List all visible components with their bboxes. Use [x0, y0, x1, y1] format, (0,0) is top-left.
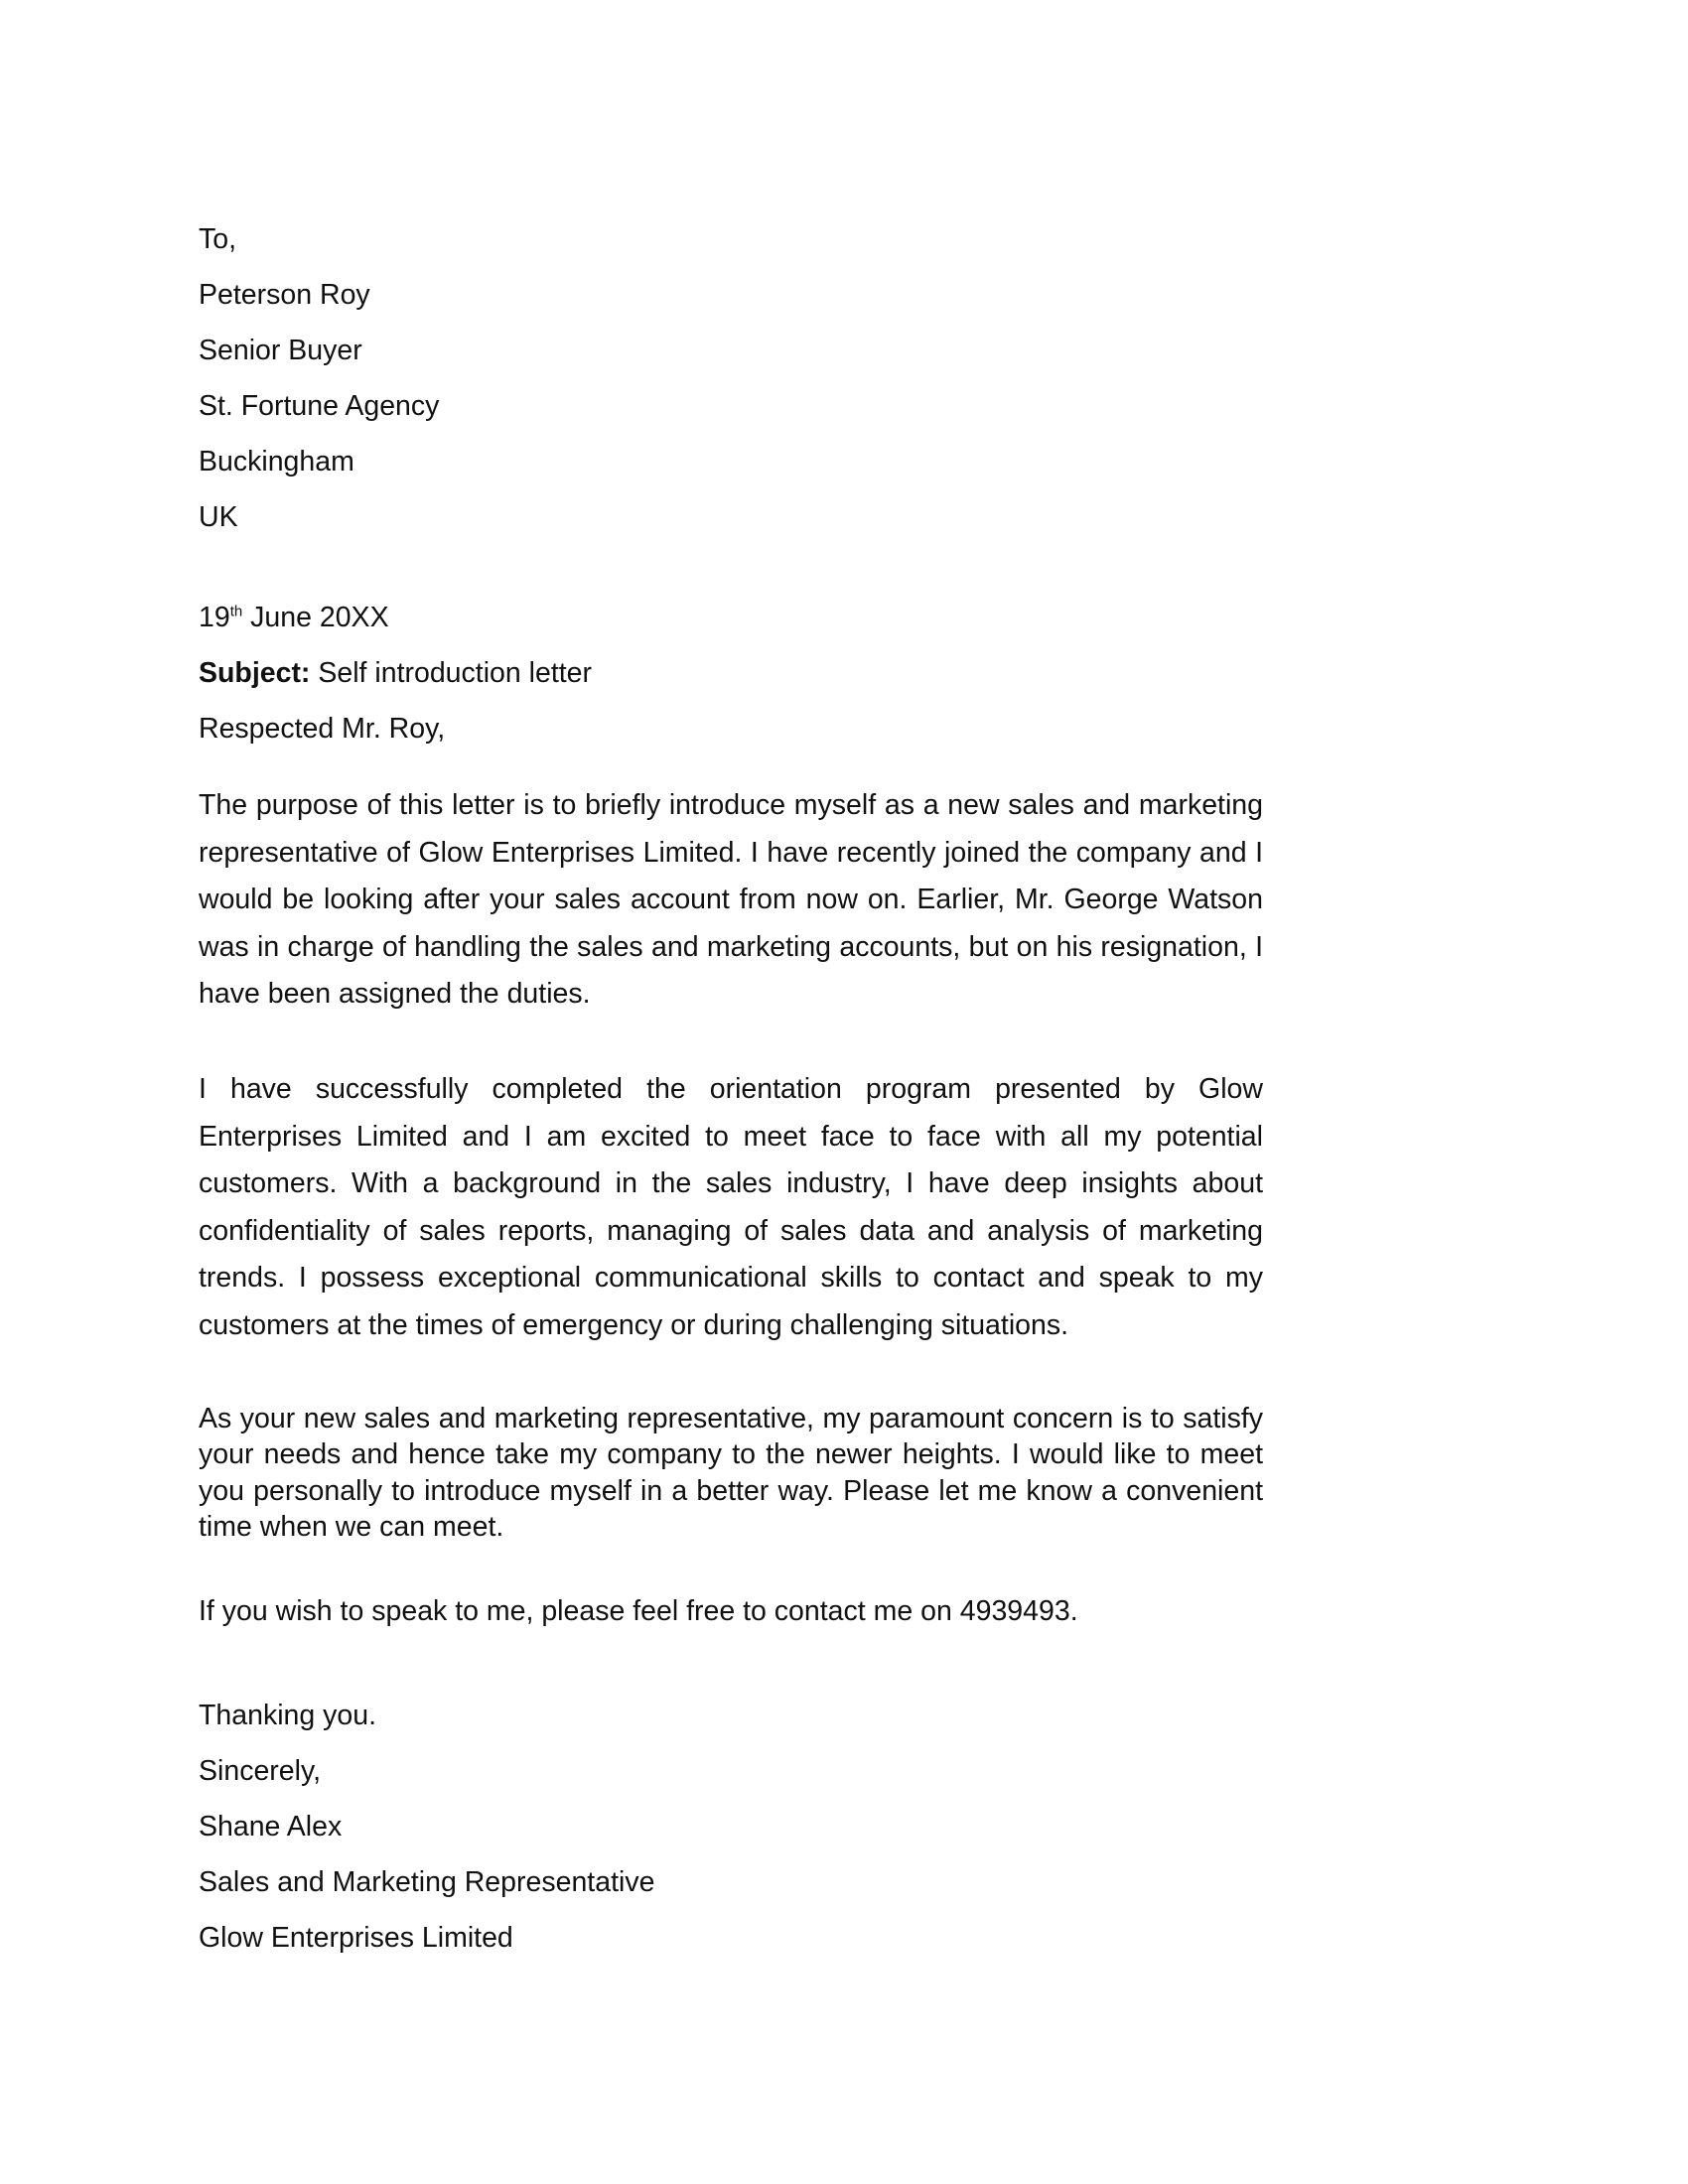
date-rest: June 20XX [242, 602, 389, 633]
subject-line [199, 656, 592, 690]
sender-name: Shane Alex [199, 1811, 343, 1843]
to-line: To, [199, 223, 237, 255]
letter-date [199, 601, 389, 634]
date-day: 19 [199, 602, 230, 633]
recipient-company: St. Fortune Agency [199, 390, 440, 422]
closing-thanks: Thanking you. [199, 1700, 377, 1731]
contact-line: If you wish to speak to me, please feel free to contact me on 4939493. [199, 1595, 1078, 1627]
greeting: Respected Mr. Roy, [199, 713, 446, 745]
closing-sign-off: Sincerely, [199, 1755, 322, 1787]
sender-company: Glow Enterprises Limited [199, 1922, 513, 1954]
sender-title: Sales and Marketing Representative [199, 1866, 655, 1898]
recipient-country: UK [199, 501, 238, 533]
date-suffix: th [229, 603, 243, 620]
subject-label: Subject: [199, 657, 311, 689]
subject-text: Self introduction letter [310, 657, 593, 689]
recipient-city: Buckingham [199, 446, 354, 478]
recipient-name: Peterson Roy [199, 279, 370, 311]
body-paragraph-2: I have successfully completed the orientation program presented by Glow Enterprises Limited and I am excited to meet face to face with all my potential customers. With a background in the sales industry, I have deep insights about confidentiality of sales reports, managing of sales data and analysis of marketing trends. I possess exceptional communicational skills to contact and speak to my customers at the times of emergency or during challenging situations. [199, 1073, 1263, 1341]
recipient-title: Senior Buyer [199, 335, 362, 366]
body-paragraph-3: As your new sales and marketing representative, my paramount concern is to satisfy your needs and hence take my company to the newer heights. I would like to meet you personally to introduce myself in a better way. Please let me know a convenient time when we can meet. [199, 1403, 1263, 1544]
body-paragraph-1: The purpose of this letter is to briefly introduce myself as a new sales and marketing representative of Glow Enterprises Limited. I have recently joined the company and I would be looking after your sales account from now on. Earlier, Mr. George Watson was in charge of handling the sales and marketing accounts, but on his resignation, I have been assigned the duties. [199, 789, 1263, 1011]
